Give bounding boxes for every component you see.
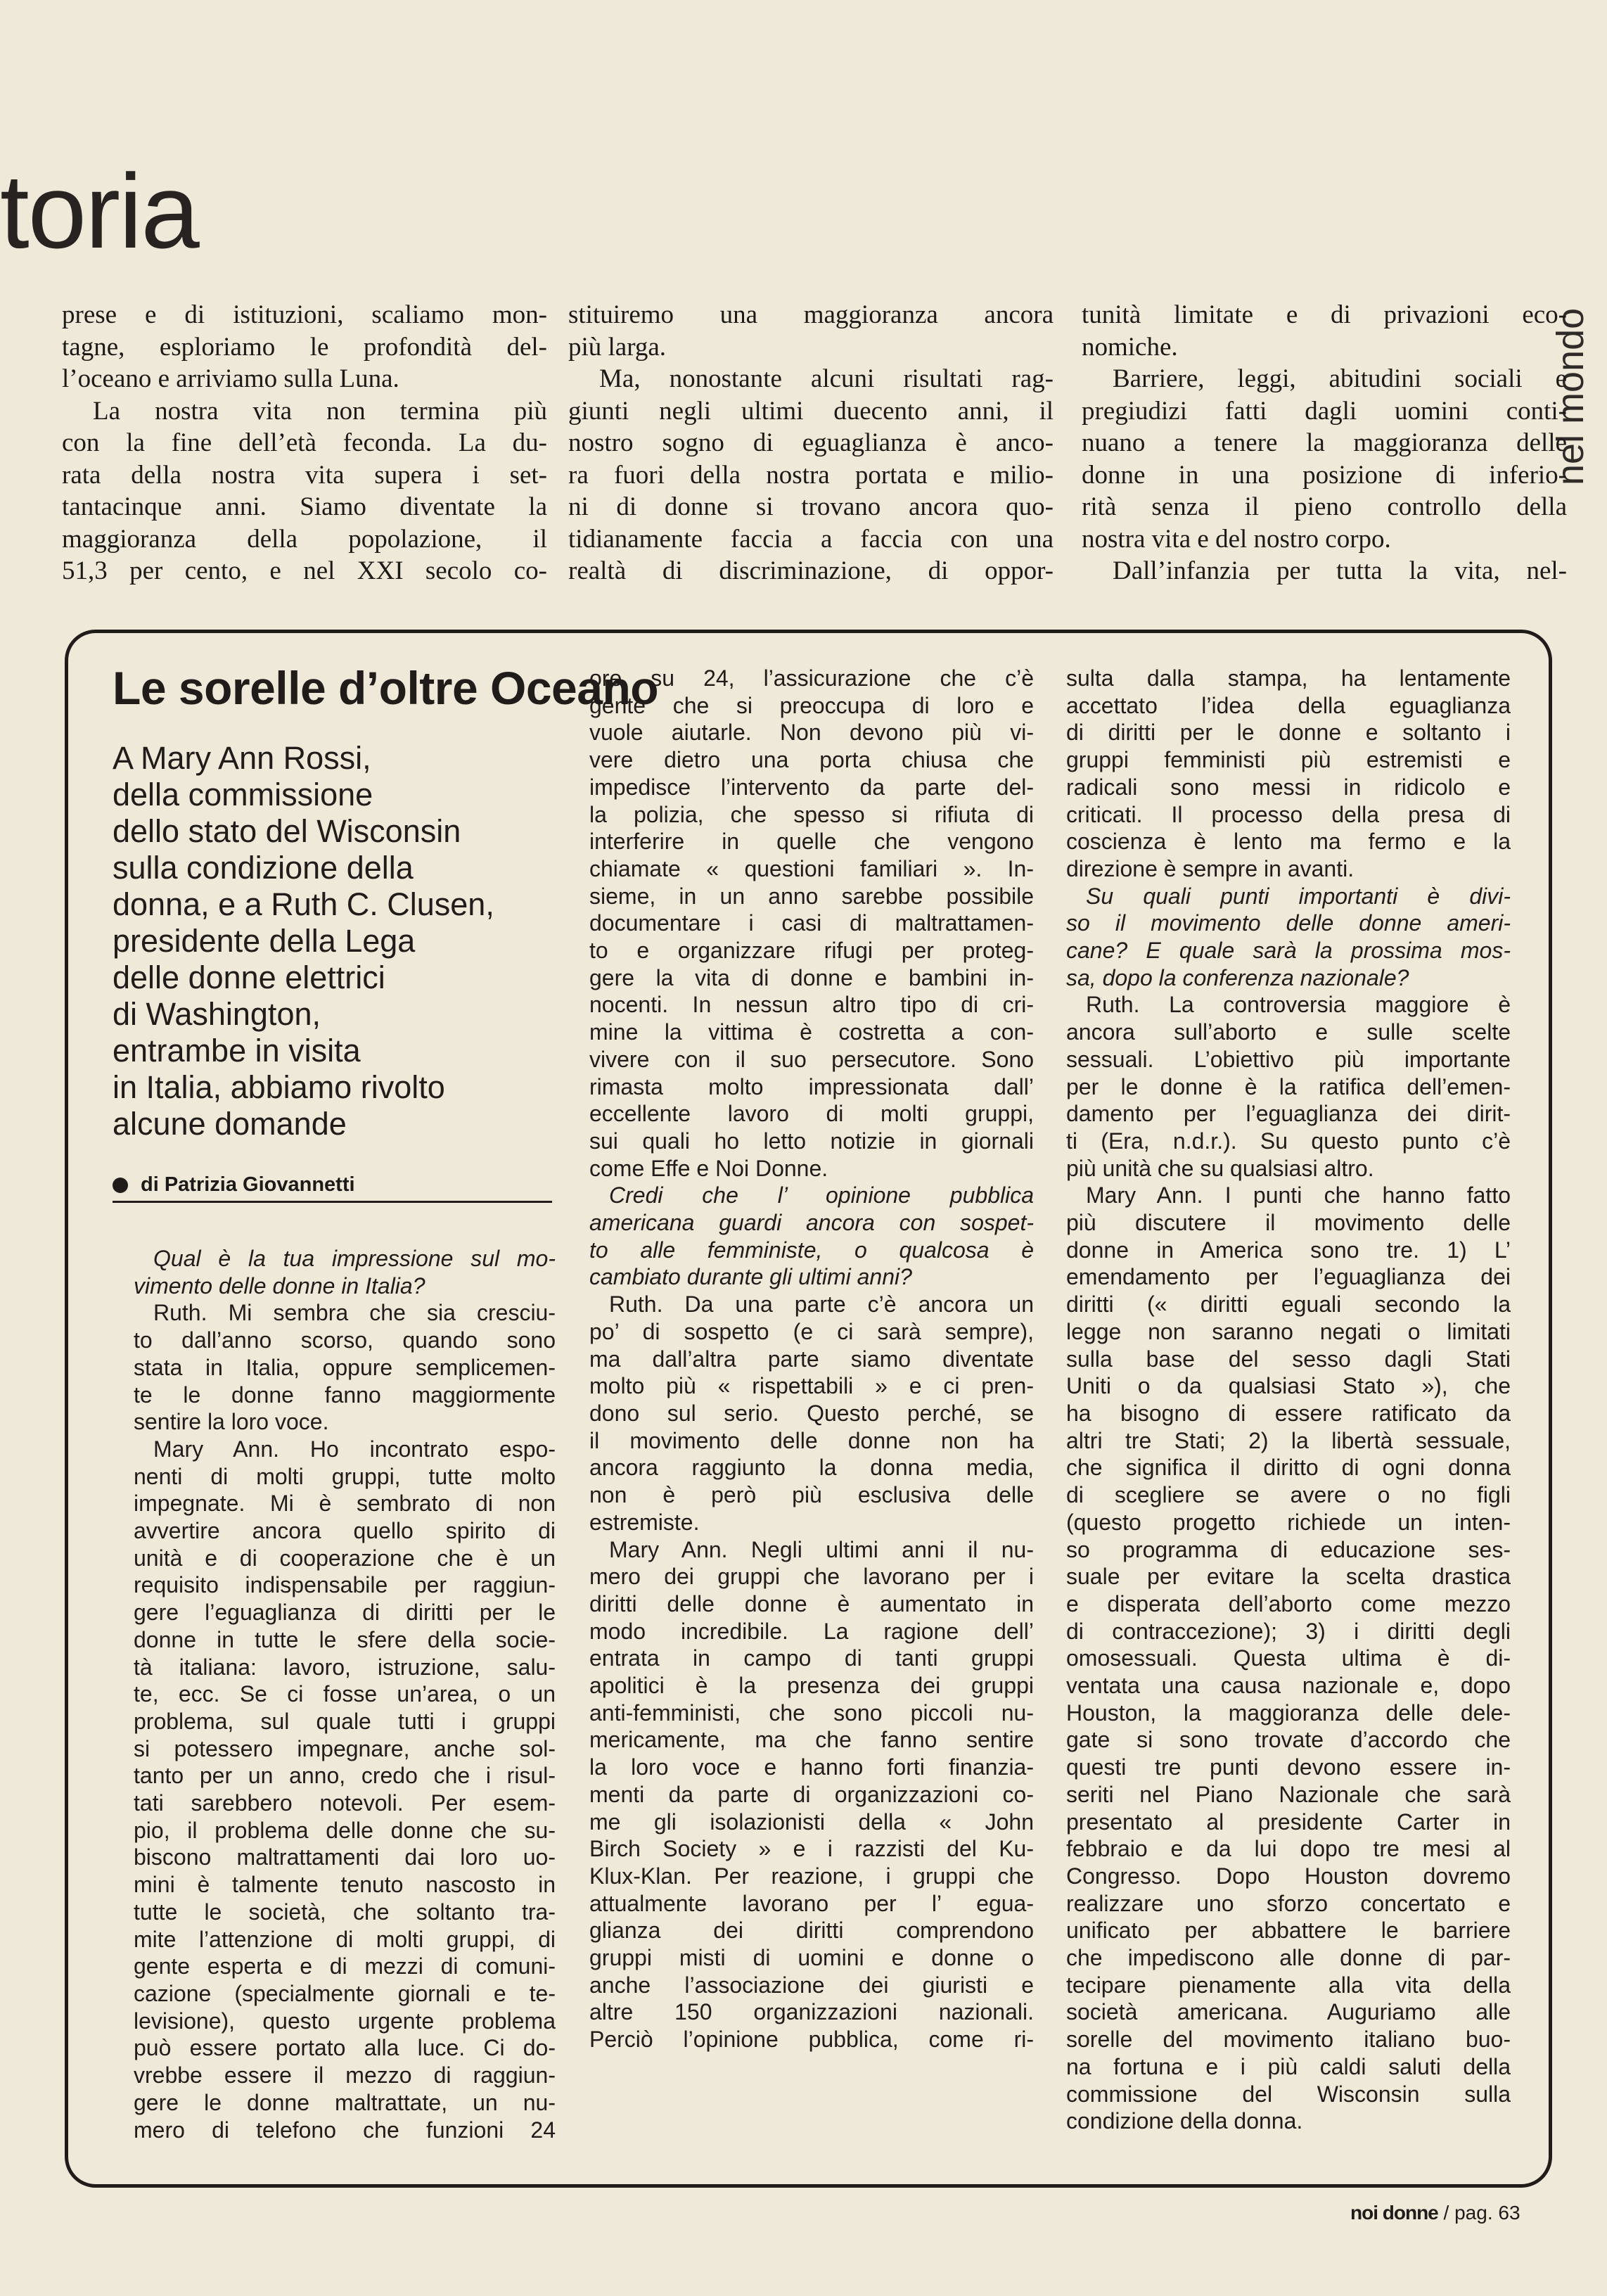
footer-brand: noi donne [1350,2202,1438,2224]
text-line: americana guardi ancora con sospet- [589,1210,1034,1236]
text-line: requisito indispensabile per raggiun- [134,1572,556,1598]
text-line: na fortuna e i più caldi saluti della [1066,2053,1511,2079]
text-line: sessuali. L’obiettivo più importante [1066,1046,1511,1072]
text-line: dono sul serio. Questo perché, se [589,1400,1034,1426]
text-line: problema, sul quale tutti i gruppi [134,1708,556,1734]
text-line: gruppi femministi più estremisti e [1066,747,1511,773]
text-line: tutte le società, che soltanto tra- [134,1899,556,1925]
page-number: / pag. 63 [1443,2202,1520,2224]
text-line: ti (Era, n.d.r.). Su questo punto c’è [1066,1128,1511,1154]
intro-line: in Italia, abbiamo rivolto [113,1069,445,1105]
text-line: nenti di molti gruppi, tutte molto [134,1463,556,1489]
text-line: mero dei gruppi che lavorano per i [589,1564,1034,1590]
text-line: accettato l’idea della eguaglianza [1066,692,1511,718]
text-line: levisione), questo urgente problema [134,2008,556,2034]
text-line: vimento delle donne in Italia? [134,1273,425,1299]
text-line: anche l’associazione dei giuristi e [589,1972,1034,1998]
text-line: diritti delle donne è aumentato in [589,1590,1034,1616]
section-title: toria [0,152,198,270]
text-line: stata in Italia, oppure semplicemen- [134,1354,556,1380]
text-line: presentato al presidente Carter in [1066,1809,1511,1835]
text-line: Qual è la tua impressione sul mo- [153,1246,556,1271]
text-line: mine la vittima è costretta a con- [589,1019,1034,1045]
text-line: come Effe e Noi Donne. [589,1155,828,1181]
byline-text: di Patrizia Giovannetti [141,1173,355,1196]
text-line: radicali sono messi in ridicolo e [1066,774,1511,800]
interview-column-2 [589,665,1034,2053]
text-line: pio, il problema delle donne che su- [134,1817,556,1843]
text-line: sa, dopo la conferenza nazionale? [1066,964,1409,990]
intro-line: entrambe in visita [113,1033,361,1069]
text-line: unità e di cooperazione che è un [134,1545,556,1571]
text-line: gente che si preoccupa di loro e [589,692,1034,718]
text-line: Klux-Klan. Per reazione, i gruppi che [589,1863,1034,1889]
text-line: eccellente lavoro di molti gruppi, [589,1101,1034,1127]
text-line: commissione del Wisconsin sulla [1066,2081,1511,2107]
text-line: tati sarebbero notevoli. Per esem- [134,1790,556,1816]
text-line: sentire la loro voce. [134,1409,329,1435]
text-line: Ruth. Da una parte c’è ancora un [609,1292,1034,1318]
text-line: Dall’infanzia per tutta la vita, nel- [1113,556,1567,585]
intro-line: sulla condizione della [113,850,414,886]
text-line: tecipare pienamente alla vita della [1066,1972,1511,1998]
text-line: Congresso. Dopo Houston dovremo [1066,1863,1511,1889]
text-line: coscienza è lento ma fermo e la [1066,829,1511,855]
text-line: giunti negli ultimi duecento anni, il [568,396,1054,426]
text-line: si potessero impegnare, anche sol- [134,1735,556,1761]
text-line: nocenti. In nessun altro tipo di cri- [589,992,1034,1018]
section-side-label: nel mondo [1549,307,1592,485]
text-line: altre 150 organizzazioni nazionali. [589,1999,1034,2025]
text-line: febbraio e da lui dopo tre mesi al [1066,1836,1511,1862]
text-line: molto più « rispettabili » e ci pren- [589,1373,1034,1399]
text-line: me gli isolazionisti della « John [589,1809,1034,1835]
intro-line: alcune domande [113,1106,347,1142]
text-line: to dall’anno scorso, quando sono [134,1327,556,1353]
text-line: tunità limitate e di privazioni eco- [1082,300,1567,329]
text-line: Perciò l’opinione pubblica, come ri- [589,2027,1034,2053]
text-line: l’oceano e arriviamo sulla Luna. [62,364,399,393]
text-line: donne in America sono tre. 1) L’ [1066,1237,1511,1263]
text-line: seriti nel Piano Nazionale che sarà [1066,1781,1511,1807]
text-line: diritti (« diritti eguali secondo la [1066,1292,1511,1318]
text-line: emendamento per l’eguaglianza dei [1066,1264,1511,1290]
text-line: (questo progetto richiede un inten- [1066,1509,1511,1535]
text-line: con la fine dell’età feconda. La du- [62,428,547,457]
text-line: più larga. [568,332,667,362]
text-line: impegnate. Mi è sembrato di non [134,1491,556,1517]
text-line: ancora sull’aborto e sulle scelte [1066,1019,1511,1045]
interview-column-1 [134,1245,556,2143]
text-line: tagne, esploriamo le profondità del- [62,332,547,362]
intro-line: presidente della Lega [113,923,416,959]
text-line: tanto per un anno, credo che i risul- [134,1763,556,1789]
text-line: che impediscono alle donne di par- [1066,1945,1511,1971]
text-line: Credi che l’ opinione pubblica [609,1182,1034,1208]
text-line: la polizia, che spesso si rifiuta di [589,801,1034,827]
text-line: donne in tutte le sfere della socie- [134,1626,556,1652]
text-line: società americana. Auguriamo alle [1066,1999,1511,2025]
text-line: ma dall’altra parte siamo diventate [589,1346,1034,1372]
text-line: tà italiana: lavoro, istruzione, salu- [134,1654,556,1680]
text-line: ra fuori della nostra portata e milio- [568,460,1054,490]
text-line: nostra vita e del nostro corpo. [1082,524,1391,554]
intro-column-2 [568,299,1054,587]
text-line: e disperata dell’aborto come mezzo [1066,1590,1511,1616]
text-line: impedisce l’intervento da parte del- [589,774,1034,800]
interview-intro [113,740,563,1142]
intro-line: dello stato del Wisconsin [113,813,461,849]
text-line: stituiremo una maggioranza ancora [568,300,1054,329]
text-line: glianza dei diritti comprendono [589,1918,1034,1944]
text-line: 51,3 per cento, e nel XXI secolo co- [62,556,547,585]
text-line: sui quali ho letto notizie in giornali [589,1128,1034,1154]
text-line: ha bisogno di essere ratificato da [1066,1400,1511,1426]
text-line: di scegliere se avere o no figli [1066,1482,1511,1508]
text-line: questi tre punti devono essere in- [1066,1754,1511,1780]
text-line: vivere con il suo persecutore. Sono [589,1046,1034,1072]
text-line: suale per evitare la scelta drastica [1066,1564,1511,1590]
text-line: cane? E quale sarà la prossima mos- [1066,938,1511,964]
text-line: più discutere il movimento delle [1066,1210,1511,1236]
text-line: di contraccezione); 3) i diritti degli [1066,1618,1511,1644]
text-line: tidianamente faccia a faccia con una [568,524,1054,554]
text-line: sulta dalla stampa, ha lentamente [1066,665,1511,691]
text-line: rimasta molto impressionata dall’ [589,1073,1034,1099]
intro-column-3 [1082,299,1567,587]
text-line: apolitici è la presenza dei gruppi [589,1673,1034,1699]
text-line: documentare i casi di maltrattamen- [589,910,1034,936]
text-line: Su quali punti importanti è divi- [1086,883,1511,909]
text-line: può essere portato alla luce. Ci do- [134,2035,556,2061]
text-line: Mary Ann. Negli ultimi anni il nu- [609,1536,1034,1562]
text-line: Houston, la maggioranza delle dele- [1066,1699,1511,1726]
text-line: te, ecc. Se ci fosse un’area, o un [134,1681,556,1707]
text-line: altri tre Stati; 2) la libertà sessuale, [1066,1427,1511,1453]
intro-line: donna, e a Ruth C. Clusen, [113,886,494,922]
text-line: Ruth. Mi sembra che sia cresciu- [153,1300,556,1326]
page-footer [1350,2202,1520,2224]
text-line: sieme, in un anno sarebbe possibile [589,883,1034,909]
text-line: nuano a tenere la maggioranza delle [1082,428,1567,457]
text-line: avvertire ancora quello spirito di [134,1518,556,1544]
text-line: interferire in quelle che vengono [589,829,1034,855]
intro-column-1 [62,299,547,587]
text-line: rità senza il pieno controllo della [1082,492,1567,521]
text-line: legge non saranno negati o limitati [1066,1318,1511,1344]
text-line: Ma, nonostante alcuni risultati rag- [599,364,1054,393]
text-line: la loro voce e hanno forti finanzia- [589,1754,1034,1780]
text-line: maggioranza della popolazione, il [62,524,547,554]
text-line: modo incredibile. La ragione dell’ [589,1618,1034,1644]
text-line: Mary Ann. I punti che hanno fatto [1086,1182,1511,1208]
text-line: donne in una posizione di inferio- [1082,460,1567,490]
text-line: gruppi misti di uomini e donne o [589,1945,1034,1971]
text-line: chiamate « questioni familiari ». In- [589,855,1034,881]
byline [113,1173,552,1203]
text-line: biscono maltrattamenti dai loro uo- [134,1844,556,1870]
text-line: criticati. Il processo della presa di [1066,801,1511,827]
text-line: so programma di educazione ses- [1066,1536,1511,1562]
text-line: ore su 24, l’assicurazione che c’è [589,665,1034,691]
text-line: gate si sono trovate d’accordo che [1066,1727,1511,1753]
intro-line: della commissione [113,777,373,812]
interview-title: Le sorelle d’oltre Oceano [113,662,659,714]
intro-line: delle donne elettrici [113,959,385,995]
text-line: mero di telefono che funzioni 24 [134,2117,556,2143]
text-line: gente esperta e di mezzi di comuni- [134,1953,556,1979]
text-line: per le donne è la ratifica dell’emen- [1066,1073,1511,1099]
text-line: La nostra vita non termina più [93,396,547,426]
text-line: unificato per abbattere le barriere [1066,1918,1511,1944]
text-line: anti-femministi, che sono piccoli nu- [589,1699,1034,1726]
text-line: menti da parte di organizzazioni co- [589,1781,1034,1807]
text-line: gere la vita di donne e bambini in- [589,964,1034,990]
interview-column-3 [1066,665,1511,2135]
text-line: tantacinque anni. Siamo diventate la [62,492,547,521]
text-line: vere dietro una porta chiusa che [589,747,1034,773]
text-line: estremiste. [589,1509,700,1535]
text-line: realtà di discriminazione, di oppor- [568,556,1054,585]
text-line: pregiudizi fatti dagli uomini conti- [1082,396,1567,426]
text-line: di diritti per le donne e soltanto i [1066,720,1511,746]
text-line: Mary Ann. Ho incontrato espo- [153,1436,556,1462]
text-line: Barriere, leggi, abitudini sociali e [1113,364,1567,393]
text-line: so il movimento delle donne ameri- [1066,910,1511,936]
text-line: sulla base del sesso dagli Stati [1066,1346,1511,1372]
text-line: Ruth. La controversia maggiore è [1086,992,1511,1018]
text-line: non è però più esclusiva delle [589,1482,1034,1508]
text-line: ni di donne si trovano ancora quo- [568,492,1054,521]
text-line: gere le donne maltrattate, un nu- [134,2089,556,2115]
text-line: cazione (specialmente giornali e te- [134,1980,556,2006]
text-line: mite l’attenzione di molti gruppi, di [134,1926,556,1952]
text-line: nostro sogno di eguaglianza è anco- [568,428,1054,457]
bullet-icon [113,1178,128,1193]
text-line: sorelle del movimento italiano buo- [1066,2027,1511,2053]
text-line: damento per l’eguaglianza dei dirit- [1066,1101,1511,1127]
text-line: ancora raggiunto la donna media, [589,1455,1034,1481]
text-line: mericamente, ma che fanno sentire [589,1727,1034,1753]
text-line: po’ di sospetto (e ci sarà sempre), [589,1318,1034,1344]
text-line: vrebbe essere il mezzo di raggiun- [134,2062,556,2088]
text-line: prese e di istituzioni, scaliamo mon- [62,300,547,329]
text-line: attualmente lavorano per l’ egua- [589,1890,1034,1916]
text-line: gere l’eguaglianza di diritti per le [134,1600,556,1626]
intro-line: A Mary Ann Rossi, [113,740,371,776]
text-line: più unità che su qualsiasi altro. [1066,1155,1374,1181]
text-line: to alle femministe, o qualcosa è [589,1237,1034,1263]
text-line: il movimento delle donne non ha [589,1427,1034,1453]
text-line: cambiato durante gli ultimi anni? [589,1264,912,1290]
text-line: ventata una causa nazionale e, dopo [1066,1673,1511,1699]
text-line: entrata in campo di tanti gruppi [589,1645,1034,1671]
text-line: nomiche. [1082,332,1178,362]
text-line: Birch Society » e i razzisti del Ku- [589,1836,1034,1862]
text-line: vuole aiutarle. Non devono più vi- [589,720,1034,746]
text-line: to e organizzare rifugi per proteg- [589,938,1034,964]
text-line: rata della nostra vita supera i set- [62,460,547,490]
text-line: omosessuali. Questa ultima è di- [1066,1645,1511,1671]
text-line: mini è talmente tenuto nascosto in [134,1872,556,1898]
text-line: realizzare uno sforzo concertato e [1066,1890,1511,1916]
text-line: te le donne fanno maggiormente [134,1382,556,1408]
text-line: direzione è sempre in avanti. [1066,855,1355,881]
intro-line: di Washington, [113,996,321,1032]
text-line: Uniti o da qualsiasi Stato »), che [1066,1373,1511,1399]
text-line: condizione della donna. [1066,2108,1303,2134]
text-line: che significa il diritto di ogni donna [1066,1455,1511,1481]
